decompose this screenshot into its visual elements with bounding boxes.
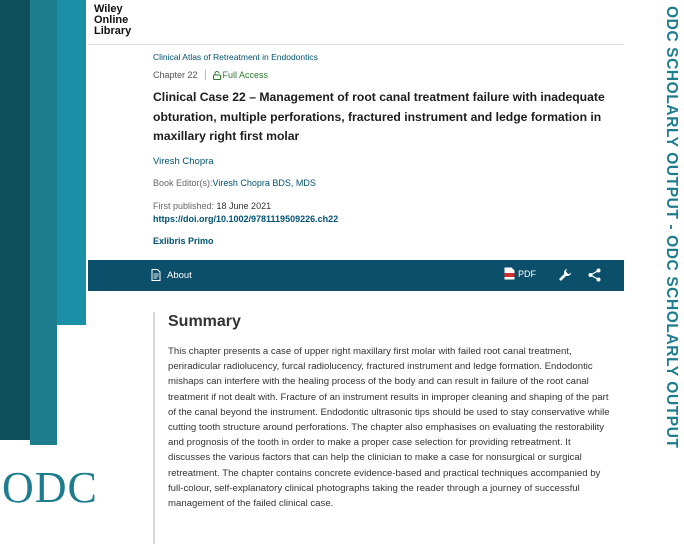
book-title-link[interactable]: Clinical Atlas of Retreatment in Endodontics [153,52,318,62]
access-label: Full Access [222,70,269,80]
chapter-separator [205,70,206,80]
first-published [153,201,271,211]
pdf-icon [504,267,515,280]
wrench-icon[interactable] [558,268,572,282]
summary-text: This chapter presents a case of upper right maxillary first molar with failed root canal treatment, periradicular radiolucency, furcal radiolucency, fractured instrument and ledge formation. Endodontic mishaps can interfere with the healing process of the body and can result in failure of the root canal treatment if not dealt with. Fracture of an instrument results in improper cleaning and shaping of the part of the canal beyond the instrument. Endodontic ultrasonic tips should be used to stay conservative while cutting tooth structure around perforations. The chapter also emphasises on evaluating the restorability and prognosis of the tooth in order to make a proper case selection for providing retreatment. It discusses the various factors that can help the clinician to make a case for nonsurgical or surgical retreatment. The chapter contains concrete evidence-based and practical techniques accompanied by full-colour, self-explanatory clinical photographs taking the reader through a journey of successful management of the failed clinical case. [168,346,610,510]
doi-link[interactable]: https://doi.org/10.1002/9781119509226.ch22 [153,214,339,224]
editors-label: Book Editor(s): [153,178,213,188]
chapter-title: Clinical Case 22 – Management of root canal treatment failure with inadequate obturation, multiple perforations, fractured instrument and ledge formation in maxillary right first molar [153,90,605,143]
chapter-row [153,70,268,80]
decor-bar-dark [0,0,30,440]
header-divider [88,44,624,45]
decor-bar-light [57,0,86,325]
wiley-online-library-logo[interactable] [94,4,131,37]
odc-logo: ODC [2,463,98,512]
lock-open-icon [213,71,221,80]
editor-link[interactable]: Viresh Chopra BDS, MDS [212,178,316,188]
wiley-logo-line-1: Wiley [94,3,123,15]
document-icon [151,269,161,281]
pdf-label: PDF [518,268,536,279]
wiley-logo-line-3: Library [94,25,132,37]
article-toolbar [88,260,624,291]
summary-border [153,312,155,544]
published-date: 18 June 2021 [216,201,272,211]
about-tab[interactable] [151,269,192,281]
summary-heading: Summary [168,313,241,330]
book-editors [153,178,316,188]
about-label: About [167,269,192,281]
odc-scholarly-output-banner: ODC SCHOLARLY OUTPUT - ODC SCHOLARLY OUTPUT [663,6,680,449]
access-badge [213,70,269,80]
published-label: First published: [153,201,217,211]
decor-bar-mid [30,0,57,445]
pdf-button[interactable] [504,267,536,280]
author-link[interactable]: Viresh Chopra [153,156,214,167]
wiley-logo-line-2: Online [94,14,129,26]
chapter-number: Chapter 22 [153,70,198,80]
share-icon[interactable] [588,268,601,282]
exlibris-primo-link[interactable]: Exlibris Primo [153,236,214,246]
